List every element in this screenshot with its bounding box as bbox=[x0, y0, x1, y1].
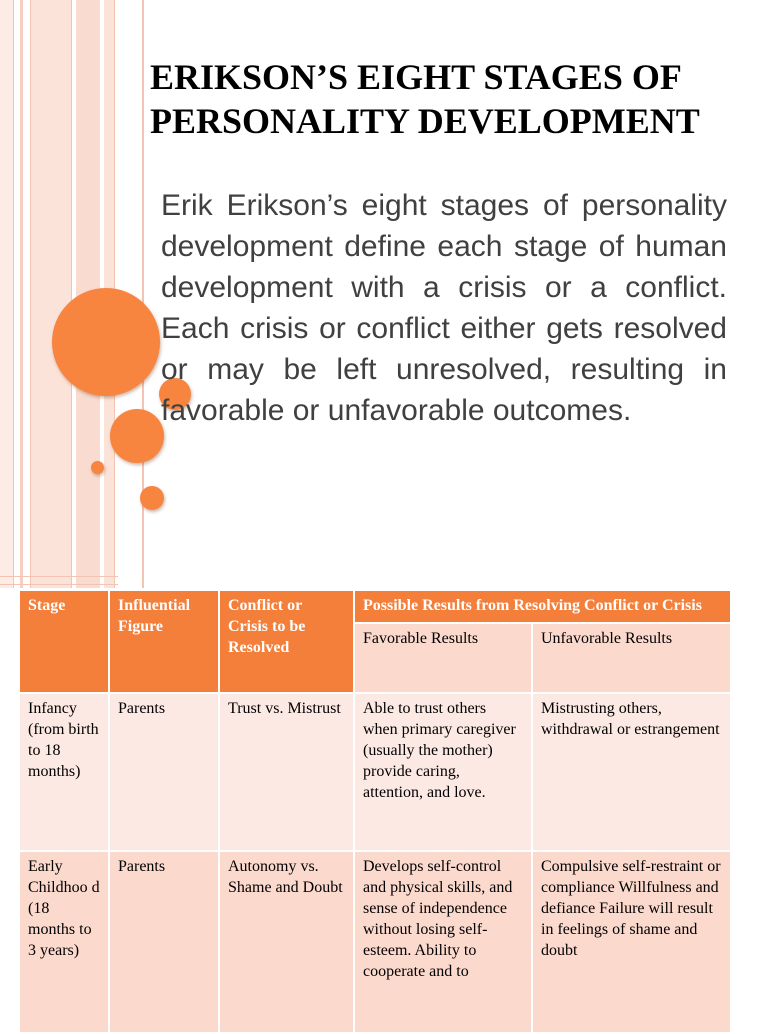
decor-stripe bbox=[20, 0, 23, 588]
page-title bbox=[150, 55, 750, 143]
cell-unfavorable: Compulsive self-restraint or compliance Willfulness and defiance Failure will result in feelings of shame and doubt bbox=[532, 851, 731, 1033]
header-favorable-results: Favorable Results bbox=[354, 623, 532, 693]
header-conflict: Conflict or Crisis to be Resolved bbox=[219, 590, 354, 693]
stages-table bbox=[18, 589, 732, 1034]
header-possible-results: Possible Results from Resolving Conflict or Crisis bbox=[354, 590, 731, 623]
title-line-2: PERSONALITY DEVELOPMENT bbox=[150, 101, 700, 141]
cell-conflict: Trust vs. Mistrust bbox=[219, 693, 354, 851]
decor-circle-tiny bbox=[91, 461, 104, 474]
cell-conflict: Autonomy vs. Shame and Doubt bbox=[219, 851, 354, 1033]
decor-circle-small bbox=[140, 486, 164, 510]
table-row bbox=[19, 851, 731, 1033]
decor-stripe bbox=[0, 0, 14, 588]
cell-favorable: Develops self-control and physical skills, and sense of independence without losing self-esteem. Ability to cooperate and to bbox=[354, 851, 532, 1033]
cell-figure: Parents bbox=[109, 851, 219, 1033]
decor-circle-large bbox=[52, 288, 160, 396]
header-influential-figure: Influential Figure bbox=[109, 590, 219, 693]
decor-line bbox=[0, 576, 118, 577]
cell-unfavorable: Mistrusting others, withdrawal or estrangement bbox=[532, 693, 731, 851]
header-unfavorable-results: Unfavorable Results bbox=[532, 623, 731, 693]
header-stage: Stage bbox=[19, 590, 109, 693]
cell-favorable: Able to trust others when primary caregiver (usually the mother) provide caring, attention, and love. bbox=[354, 693, 532, 851]
intro-paragraph: Erik Erikson’s eight stages of personality development define each stage of human development with a crisis or a conflict. Each crisis or conflict either gets resolved or may be left unresolved, resulting in favorable or unfavorable outcomes. bbox=[161, 189, 727, 427]
table-row bbox=[19, 693, 731, 851]
cell-figure: Parents bbox=[109, 693, 219, 851]
decor-circle-medium bbox=[110, 409, 164, 463]
table-header-row bbox=[19, 590, 731, 623]
title-line-1: ERIKSON’S EIGHT STAGES OF bbox=[150, 57, 682, 97]
decor-line bbox=[0, 584, 118, 585]
cell-stage: Infancy (from birth to 18 months) bbox=[19, 693, 109, 851]
decor-stripe bbox=[30, 0, 72, 588]
cell-stage: Early Childhoo d (18 months to 3 years) bbox=[19, 851, 109, 1033]
